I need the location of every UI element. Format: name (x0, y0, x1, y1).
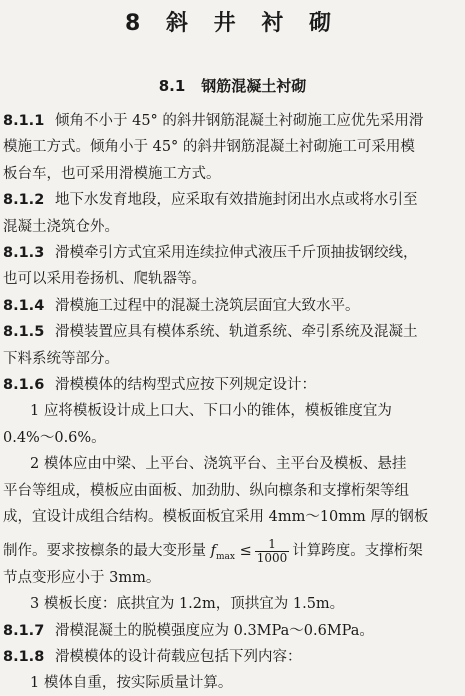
clause-line (0, 618, 465, 644)
clause-line (0, 293, 465, 319)
text-line (0, 134, 465, 160)
line-text: 滑模牵引方式宜采用连续拉伸式液压千斤顶抽拔钢绞线， (55, 245, 418, 261)
text-line (0, 161, 465, 187)
text-line (0, 591, 465, 617)
clause-number: 8.1.7 (3, 622, 45, 639)
text-line (0, 478, 465, 504)
clause-line (0, 240, 465, 266)
leq-sign: ≤ (234, 543, 252, 560)
section-number: 8.1 (158, 77, 186, 95)
text-line (0, 504, 465, 530)
deformation-symbol (210, 543, 235, 563)
line-text: 滑模装置应具有模体系统、轨道系统、牵引系统及混凝土 (55, 324, 418, 341)
line-text: 成，宜设计成组合结构。模板面板宜采用 4mm～10mm 厚的钢板 (3, 509, 429, 525)
clause-number: 8.1.4 (3, 297, 45, 314)
clause-number: 8.1.2 (3, 192, 45, 209)
clause-number: 8.1.1 (3, 113, 45, 129)
line-text: 0.4%～0.6%。 (3, 429, 106, 446)
formula-line (0, 534, 465, 568)
clause-number: 8.1.3 (3, 245, 45, 261)
section-title-text: 钢筋混凝土衬砌 (201, 77, 307, 95)
text-line (0, 565, 465, 591)
clause-line (0, 372, 465, 398)
clause-number: 8.1.5 (3, 324, 45, 341)
chapter-title: 8 斜 井 衬 砌 (125, 11, 340, 36)
text-line (0, 398, 465, 424)
line-text: 板台车，也可采用滑模施工方式。 (3, 165, 221, 182)
fraction-numerator: 1 (255, 538, 290, 552)
line-text: 滑模模体的设计荷载应包括下列内容： (55, 648, 302, 665)
formula-text-before: 制作。要求按檩条的最大变形量 (3, 543, 211, 560)
line-text: 滑模模体的结构型式应按下列规定设计： (55, 377, 316, 393)
formula-text-after: 计算跨度。支撑桁架 (292, 543, 423, 560)
fraction-denominator: 1000 (256, 550, 288, 565)
line-text: 2 模体应由中梁、上平台、浇筑平台、主平台及模板、悬挂 (30, 456, 407, 473)
line-text: 节点变形应小于 3mm。 (3, 569, 161, 586)
text-line (0, 670, 465, 696)
line-text: 模施工方式。倾角小于 45° 的斜井钢筋混凝土衬砌施工可采用模 (3, 139, 415, 156)
line-text: 混凝土浇筑仓外。 (3, 218, 119, 235)
line-text: 1 模体自重，按实际质量计算。 (30, 675, 233, 692)
line-text: 滑模施工过程中的混凝土浇筑层面宜大致水平。 (55, 297, 360, 314)
clause-line (0, 319, 465, 345)
text-line (0, 451, 465, 477)
clause-number: 8.1.6 (3, 377, 45, 393)
text-line (0, 346, 465, 372)
clause-number: 8.1.8 (3, 648, 45, 665)
deformation-subscript: max (215, 552, 235, 563)
line-text: 下料系统等部分。 (3, 350, 119, 367)
line-text: 平台等组成，模板应由面板、加劲肋、纵向檩条和支撑桁架等组 (3, 482, 409, 499)
deformation-f: f (210, 543, 216, 560)
clause-line (0, 187, 465, 213)
text-line (0, 214, 465, 240)
fraction (255, 538, 290, 565)
section-title (0, 75, 465, 96)
line-text: 3 模板长度：底拱宜为 1.2m，顶拱宜为 1.5m。 (30, 596, 345, 613)
line-text: 1 应将模板设计成上口大、下口小的锥体，模板锥度宜为 (30, 403, 392, 420)
clause-line (0, 108, 465, 134)
text-line (0, 425, 465, 451)
line-text: 也可以采用卷扬机、爬轨器等。 (3, 271, 206, 288)
line-text: 滑模混凝土的脱模强度应为 0.3MPa～0.6MPa。 (55, 622, 374, 639)
text-line (0, 266, 465, 292)
line-text: 倾角不小于 45° 的斜井钢筋混凝土衬砌施工应优先采用滑 (55, 113, 424, 129)
line-text: 地下水发育地段，应采取有效措施封闭出水点或将水引至 (55, 192, 418, 209)
